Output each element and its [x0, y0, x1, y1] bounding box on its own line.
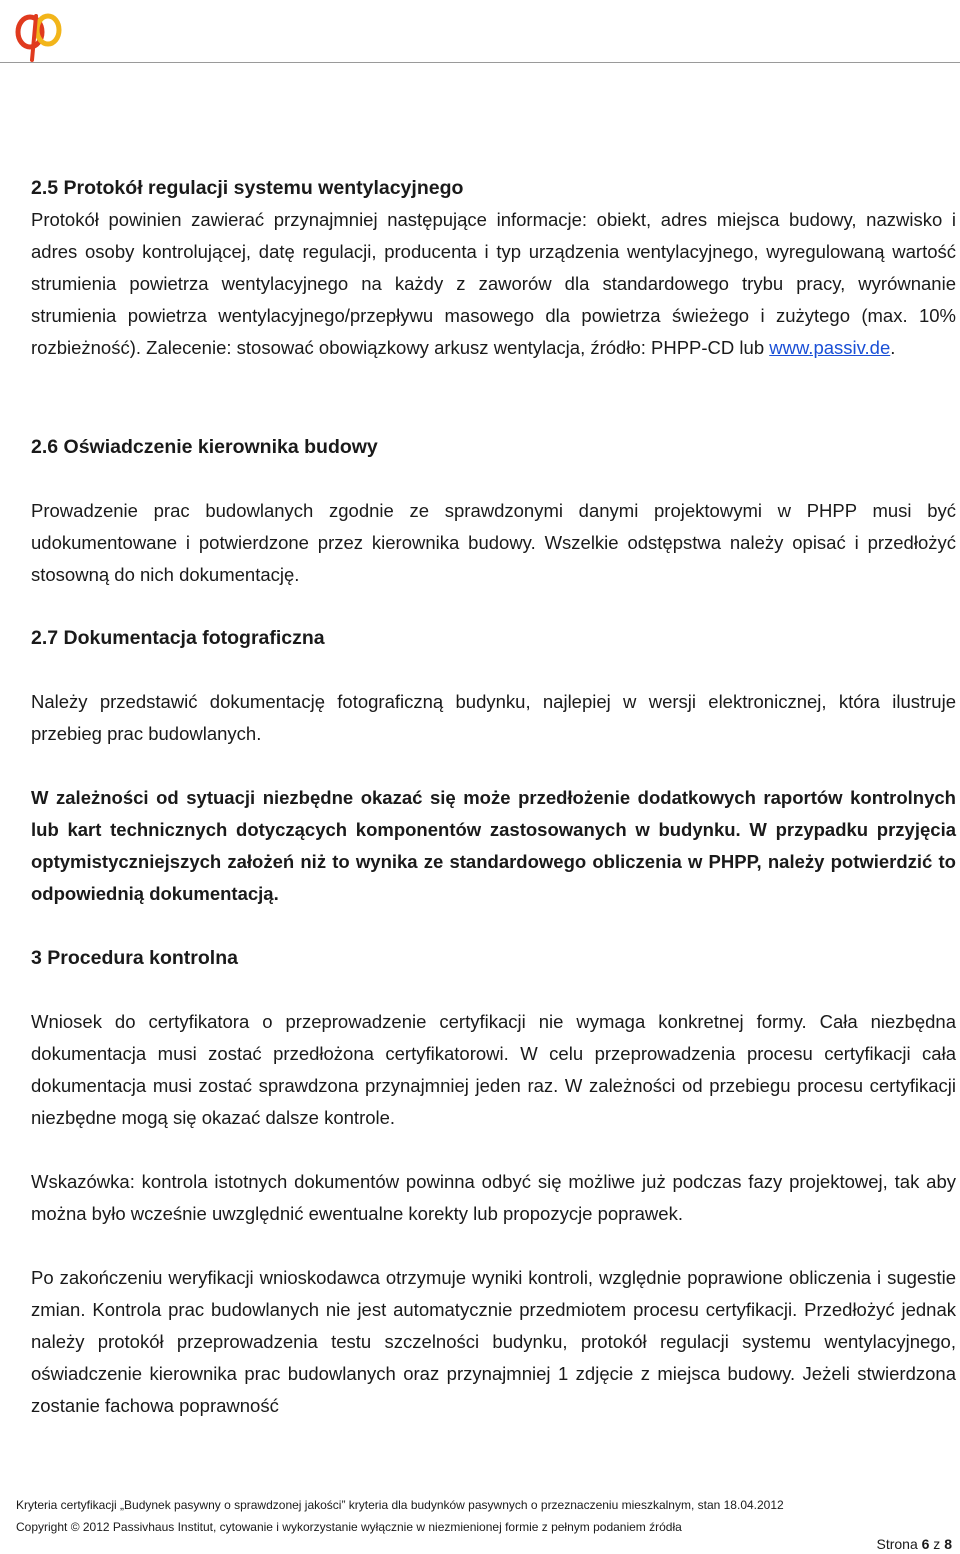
footer-line-2: Copyright © 2012 Passivhaus Institut, cytowanie i wykorzystanie wyłącznie w niezmienionej formie z pełnym podaniem źródła: [16, 1520, 682, 1534]
period: .: [890, 337, 896, 358]
footer-line-1: Kryteria certyfikacji „Budynek pasywny o sprawdzonej jakości” kryteria dla budynków pasywnych o przeznaczeniu mieszkalnym, stan 18.04.2012: [16, 1498, 784, 1512]
section-2-6: [31, 431, 956, 591]
bold-paragraph: W zależności od sytuacji niezbędne okazać się może przedłożenie dodatkowych raportów kontrolnych lub kart technicznych dotyczących komponentów zastosowanych w budynku. W przypadku przyjęcia optymistyczniejszych założeń niż to wynika ze standardowego obliczenia w PHPP, należy potwierdzić to odpowiednią dokumentacją.: [31, 787, 956, 904]
section-heading: 2.7 Dokumentacja fotograficzna: [31, 627, 325, 649]
section-heading: 2.6 Oświadczenie kierownika budowy: [31, 436, 378, 458]
paragraph: Prowadzenie prac budowlanych zgodnie ze sprawdzonymi danymi projektowymi w PHPP musi być udokumentowane i potwierdzone przez kierownika budowy. Wszelkie odstępstwa należy opisać i przedłożyć stosowną do nich dokumentację.: [31, 500, 956, 585]
paragraph: Wskazówka: kontrola istotnych dokumentów powinna odbyć się możliwe już podczas fazy projektowej, tak aby można było wcześnie uwzględnić ewentualne korekty lub propozycje poprawek.: [31, 1171, 956, 1224]
paragraph: Wniosek do certyfikatora o przeprowadzenie certyfikacji nie wymaga konkretnej formy. Cała niezbędna dokumentacja musi zostać przedłożona certyfikatorowi. W celu przeprowadzenia procesu certyfikacji cała dokumentacja musi zostać sprawdzona przynajmniej jeden raz. W zależności od przebiegu procesu certyfikacji niezbędne mogą się okazać dalsze kontrole.: [31, 1011, 956, 1128]
paragraph: Należy przedstawić dokumentację fotograficzną budynku, najlepiej w wersji elektronicznej, która ilustruje przebieg prac budowlanych.: [31, 691, 956, 744]
paragraph: [31, 204, 956, 364]
page-label: Strona: [876, 1536, 922, 1552]
page-separator: z: [929, 1536, 945, 1552]
section-heading: 3 Procedura kontrolna: [31, 947, 238, 969]
section-heading: 2.5 Protokół regulacji systemu wentylacyjnego: [31, 177, 464, 199]
section-2-5: [31, 172, 956, 364]
section-3: [31, 942, 956, 1422]
header-rule: [0, 62, 960, 63]
section-2-7: [31, 622, 956, 910]
page-total: 8: [944, 1536, 952, 1552]
paragraph-text: Protokół powinien zawierać przynajmniej następujące informacje: obiekt, adres miejsca budowy, nazwisko i adres osoby kontrolującej, datę regulacji, producenta i typ urządzenia wentylacyjnego, wyregulowaną wartość strumienia powietrza wentylacyjnego na każdy z zaworów dla standardowego trybu pracy, wyrównanie strumienia powietrza wentylacyjnego/przepływu masowego dla powietrza świeżego i zużytego (max. 10% rozbieżność). Zalecenie: stosować obowiązkowy arkusz wentylacja, źródło: PHPP-CD lub: [31, 209, 956, 358]
paragraph: Po zakończeniu weryfikacji wnioskodawca otrzymuje wyniki kontroli, względnie poprawione obliczenia i sugestie zmian. Kontrola prac budowlanych nie jest automatycznie przedmiotem procesu certyfikacji. Przedłożyć jednak należy protokół przeprowadzenia testu szczelności budynku, protokół regulacji systemu wentylacyjnego, oświadczenie kierownika prac budowlanych oraz przynajmniej 1 zdjęcie z miejsca budowy. Jeżeli stwierdzona zostanie fachowa poprawność: [31, 1267, 956, 1416]
page-current: 6: [921, 1536, 930, 1552]
passivhaus-institut-logo: [14, 6, 64, 62]
page-number: [876, 1536, 952, 1552]
passiv-de-link[interactable]: www.passiv.de: [769, 337, 891, 358]
